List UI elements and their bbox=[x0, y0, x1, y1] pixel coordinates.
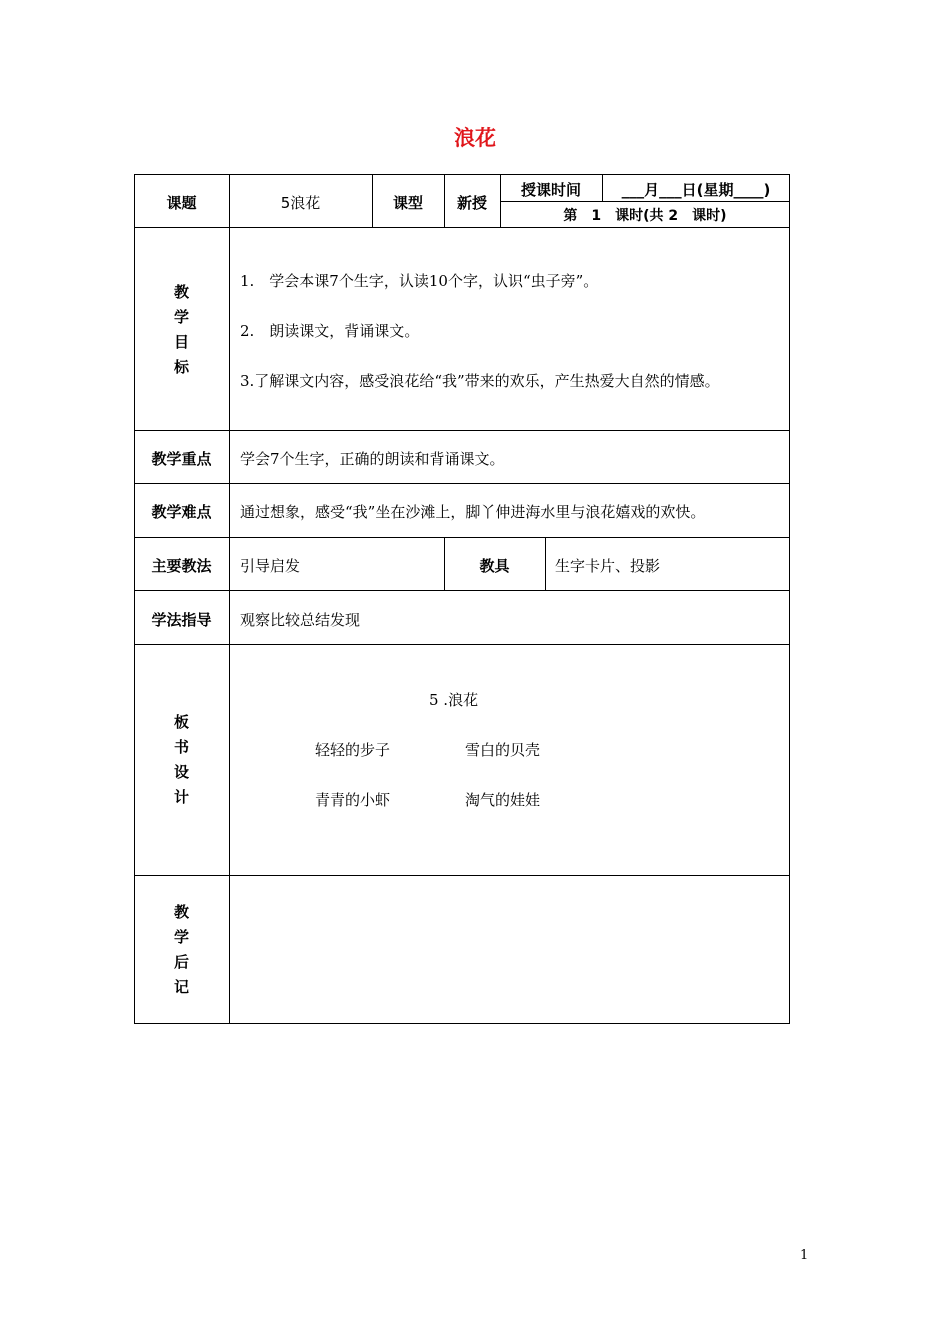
afterword-label-char: 学 bbox=[173, 928, 189, 946]
objective-item: 2. 朗读课文，背诵课文。 bbox=[240, 322, 420, 340]
objective-item: 3.了解课文内容，感受浪花给“我”带来的欢乐，产生热爱大自然的情感。 bbox=[240, 372, 720, 390]
methods-text: 引导启发 bbox=[240, 557, 301, 575]
board-label-char: 计 bbox=[173, 788, 189, 806]
board-line: 轻轻的步子 bbox=[315, 741, 391, 759]
board-heading: 5 .浪花 bbox=[429, 691, 479, 709]
afterword-label-char: 后 bbox=[173, 953, 189, 971]
key-points-label: 教学重点 bbox=[151, 450, 212, 468]
study-text: 观察比较总结发现 bbox=[240, 611, 361, 629]
time-label: 授课时间 bbox=[520, 181, 581, 199]
objectives-label-char: 教 bbox=[173, 283, 189, 301]
objectives-label bbox=[134, 280, 229, 380]
type-label: 课型 bbox=[392, 194, 423, 212]
objective-item: 1. 学会本课7个生字，认读10个字，认识“虫子旁”。 bbox=[240, 272, 599, 290]
board-label bbox=[134, 710, 229, 810]
objectives-label-char: 标 bbox=[173, 358, 189, 376]
difficulties-label: 教学难点 bbox=[151, 503, 212, 521]
topic-label: 课题 bbox=[166, 194, 197, 212]
board-line: 雪白的贝壳 bbox=[465, 741, 541, 759]
objectives-label-char: 目 bbox=[173, 333, 189, 351]
tools-text: 生字卡片、投影 bbox=[555, 557, 661, 575]
study-label: 学法指导 bbox=[151, 611, 212, 629]
board-label-char: 书 bbox=[173, 738, 189, 756]
date-value: ___月___日(星期____) bbox=[621, 181, 771, 199]
methods-label: 主要教法 bbox=[151, 557, 212, 575]
board-line: 青青的小虾 bbox=[315, 791, 391, 809]
afterword-label-char: 教 bbox=[173, 903, 189, 921]
afterword-label bbox=[134, 900, 229, 1000]
board-label-char: 设 bbox=[173, 763, 189, 781]
difficulties-text: 通过想象，感受“我”坐在沙滩上，脚丫伸进海水里与浪花嬉戏的欢快。 bbox=[240, 503, 706, 521]
page-number: 1 bbox=[800, 1248, 809, 1263]
board-line: 淘气的娃娃 bbox=[465, 791, 541, 809]
tools-label: 教具 bbox=[479, 557, 510, 575]
afterword-label-char: 记 bbox=[173, 978, 189, 996]
objectives-label-char: 学 bbox=[173, 308, 189, 326]
document-title: 浪花 bbox=[454, 126, 496, 150]
board-label-char: 板 bbox=[173, 713, 189, 731]
key-points-text: 学会7个生字，正确的朗读和背诵课文。 bbox=[240, 450, 505, 468]
topic-value: 5浪花 bbox=[280, 194, 321, 212]
type-value: 新授 bbox=[456, 194, 487, 212]
period-value: 第 1 课时(共 2 课时) bbox=[563, 208, 727, 224]
